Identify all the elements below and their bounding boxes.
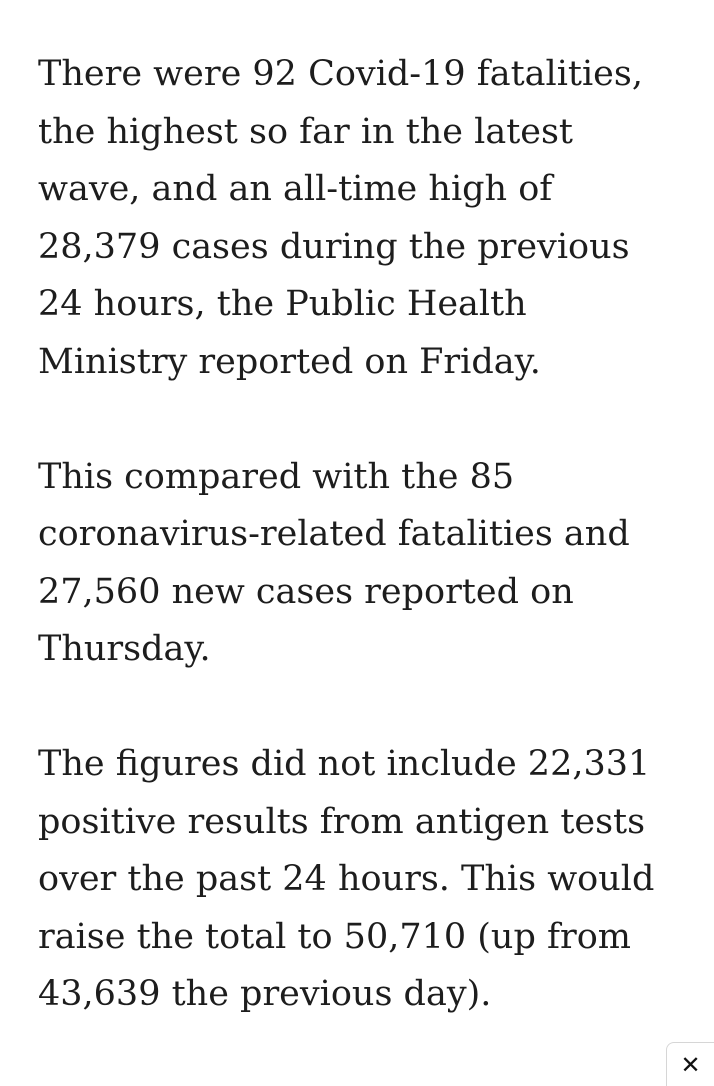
paragraph-line: 24 hours, the Public Health bbox=[38, 284, 527, 324]
close-ad-button[interactable] bbox=[666, 1042, 714, 1086]
paragraph-line: 43,639 the previous day). bbox=[38, 974, 492, 1014]
paragraph-line: positive results from antigen tests bbox=[38, 801, 646, 842]
paragraph-line: 28,379 cases during the previous bbox=[38, 226, 630, 267]
paragraph-line: raise the total to 50,710 (up from bbox=[38, 916, 631, 957]
paragraph-line: over the past 24 hours. This would bbox=[38, 859, 655, 899]
article-paragraph bbox=[38, 736, 688, 1024]
paragraph-line: The figures did not include 22,331 bbox=[38, 744, 651, 784]
article-paragraph bbox=[38, 449, 688, 679]
close-icon: ✕ bbox=[680, 1050, 701, 1079]
paragraph-line: Ministry reported on Friday. bbox=[38, 341, 541, 382]
paragraph-line: the highest so far in the latest bbox=[38, 111, 573, 152]
article-paragraph bbox=[38, 46, 688, 391]
paragraph-line: This compared with the 85 bbox=[38, 456, 515, 497]
paragraph-line: coronavirus-related fatalities and bbox=[38, 514, 630, 554]
paragraph-line: Thursday. bbox=[38, 629, 211, 669]
paragraph-line: 27,560 new cases reported on bbox=[38, 571, 574, 612]
paragraph-line: wave, and an all-time high of bbox=[38, 169, 553, 209]
paragraph-line: There were 92 Covid-19 fatalities, bbox=[38, 54, 643, 94]
article-body bbox=[38, 46, 688, 1081]
